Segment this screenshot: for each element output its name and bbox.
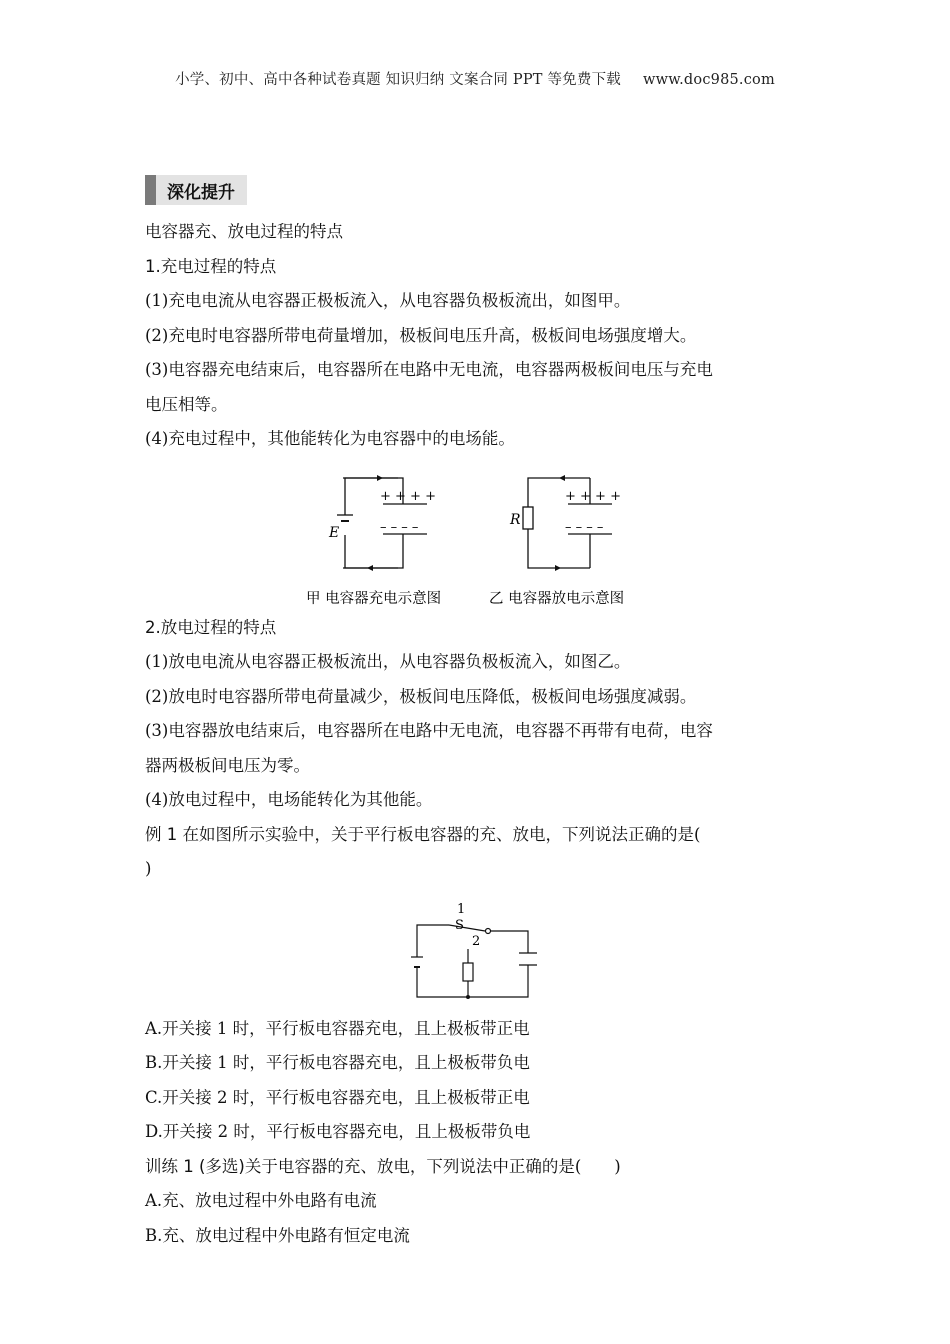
- training-option-a: A.充、放电过程中外电路有电流: [145, 1191, 377, 1210]
- section-title: 电容器充、放电过程的特点: [145, 222, 343, 241]
- section-tag: [145, 175, 247, 205]
- switch-position-2: 2: [472, 933, 481, 949]
- discharge-item-3: (3)电容器放电结束后，电容器所在电路中无电流，电容器不再带有电荷，电容: [145, 721, 713, 740]
- battery-label: E: [329, 524, 340, 541]
- caption-charging: 甲 电容器充电示意图: [306, 590, 442, 607]
- header-url[interactable]: www.doc985.com: [642, 72, 775, 88]
- example-label: 例 1: [145, 824, 178, 844]
- charge-item-3-cont: 电压相等。: [145, 394, 228, 414]
- charge-item-1: (1)充电电流从电容器正极板流入，从电容器负极板流出，如图甲。: [145, 291, 631, 310]
- left-minus-charges: – – – –: [380, 519, 419, 535]
- document-body: [145, 175, 810, 1253]
- figure-charge-discharge: [145, 457, 810, 607]
- right-minus-charges: – – – –: [565, 519, 604, 535]
- example-option-a: A.开关接 1 时，平行板电容器充电，且上极板带正电: [145, 1018, 530, 1038]
- switch-label: S: [455, 917, 464, 933]
- right-plus-charges: + + + +: [565, 488, 621, 504]
- example-question-end: ): [145, 859, 152, 878]
- training-option-b: B.充、放电过程中外电路有恒定电流: [145, 1225, 410, 1245]
- junction-dot: [466, 995, 470, 999]
- training-label: 训练 1: [145, 1156, 194, 1176]
- resistor-label: R: [510, 511, 521, 528]
- example-option-d: D.开关接 2 时，平行板电容器充电，且上极板带负电: [145, 1122, 531, 1141]
- charge-item-2: (2)充电时电容器所带电荷量增加，极板间电压升高，极板间电场强度增大。: [145, 325, 697, 345]
- training-question-text: 关于电容器的充、放电，下列说法中正确的是( ): [244, 1156, 621, 1176]
- discharge-item-3-cont: 器两极板间电压为零。: [145, 755, 310, 775]
- header-text: 小学、初中、高中各种试卷真题 知识归纳 文案合同 PPT 等免费下载: [175, 72, 621, 88]
- discharge-item-4: (4)放电过程中，电场能转化为其他能。: [145, 790, 433, 809]
- training-question: [145, 1150, 810, 1185]
- example-question-text: 在如图所示实验中，关于平行板电容器的充、放电，下列说法正确的是(: [182, 824, 701, 844]
- section-tag-text: 深化提升: [167, 182, 235, 203]
- caption-discharging: 乙 电容器放电示意图: [489, 590, 625, 607]
- discharge-item-2: (2)放电时电容器所带电荷量减少，极板间电压降低，极板间电场强度减弱。: [145, 686, 697, 706]
- discharge-heading: 2.放电过程的特点: [145, 617, 277, 637]
- section-tag-bar: [145, 175, 156, 205]
- charge-item-4: (4)充电过程中，其他能转化为电容器中的电场能。: [145, 429, 515, 448]
- charge-heading: 1.充电过程的特点: [145, 256, 277, 276]
- figure-charge-discharge-svg: [145, 457, 810, 607]
- discharge-item-1: (1)放电电流从电容器正极板流出，从电容器负极板流入，如图乙。: [145, 652, 631, 671]
- example-option-b: B.开关接 1 时，平行板电容器充电，且上极板带负电: [145, 1053, 530, 1072]
- training-tag: (多选): [199, 1156, 245, 1176]
- figure-example-circuit: [145, 887, 810, 1005]
- switch-position-1: 1: [457, 901, 466, 917]
- figure-example-circuit-svg: [145, 887, 810, 1005]
- example-question: [145, 818, 810, 853]
- left-plus-charges: + + + +: [380, 488, 436, 504]
- page-header: [0, 68, 950, 89]
- charge-item-3: (3)电容器充电结束后，电容器所在电路中无电流，电容器两极板间电压与充电: [145, 360, 713, 379]
- example-option-c: C.开关接 2 时，平行板电容器充电，且上极板带正电: [145, 1087, 530, 1107]
